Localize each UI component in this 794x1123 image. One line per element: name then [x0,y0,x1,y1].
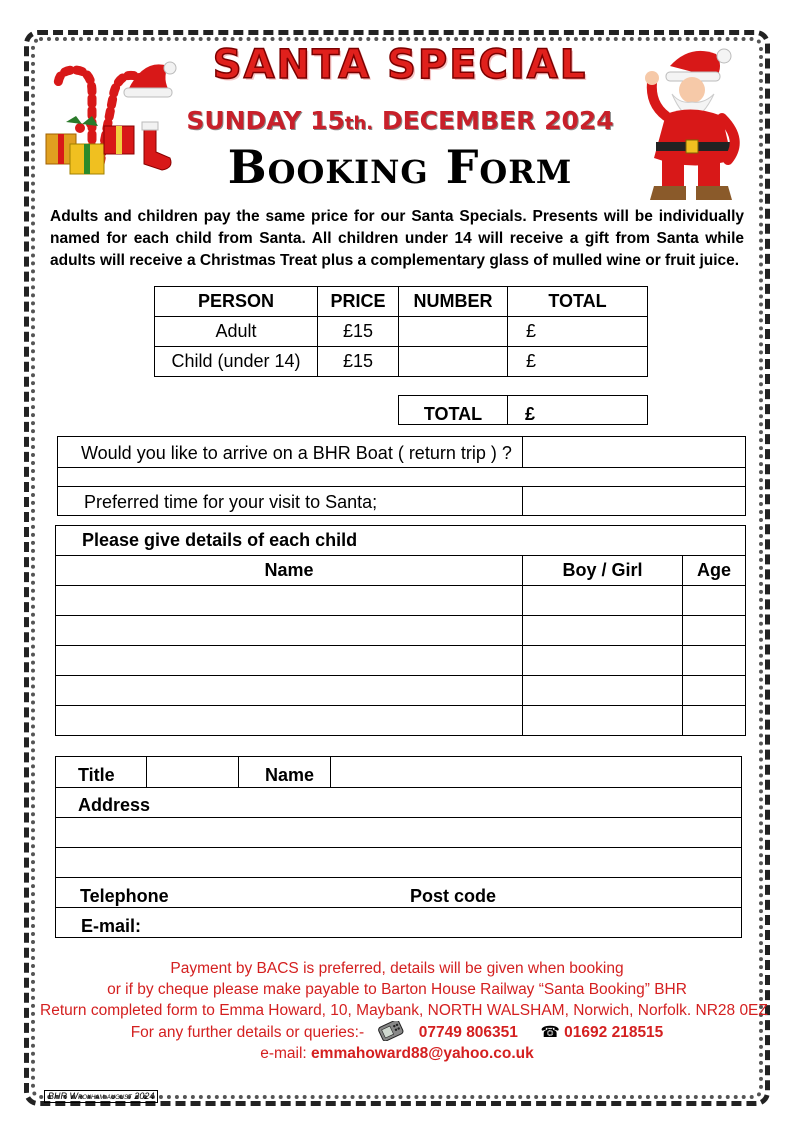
postcode-label: Post code [410,886,497,906]
address-field[interactable] [176,788,740,876]
children-header-row [56,556,746,586]
price-table [154,286,648,377]
mobile-phone-icon [374,1021,408,1041]
time-answer-field[interactable] [524,487,744,515]
event-date-day: SUNDAY 15 [186,106,345,135]
table-row [56,706,746,736]
price-cell: £15 [318,317,399,347]
children-heading: Please give details of each child [56,526,746,556]
telephone-field[interactable] [196,878,396,906]
title-field[interactable] [148,758,236,786]
footer-return-line: Return completed form to Emma Howard, 10, Maybank, NORTH WALSHAM, Norwich, Norfolk. NR28 0EZ [40,1002,768,1019]
price-row-adult [155,317,648,347]
child-gender-field[interactable] [523,616,683,646]
adult-total-field[interactable]: £ [508,317,648,347]
child-name-field[interactable] [56,676,523,706]
footer-contact-line [40,1021,754,1043]
table-row [56,586,746,616]
gift-icon [46,116,134,174]
price-table-header [155,287,648,317]
address-label: Address [78,795,151,815]
table-row [56,676,746,706]
name-label: Name [265,765,315,785]
questions-box [57,436,746,516]
child-age-field[interactable] [683,676,746,706]
grand-total-field[interactable]: £ [525,404,536,424]
child-age-field[interactable] [683,646,746,676]
page-title: SANTA SPECIAL [212,42,588,88]
child-name-field[interactable] [56,586,523,616]
children-table [55,525,746,736]
postcode-field[interactable] [526,878,740,906]
event-date-rest: DECEMBER 2024 [373,106,614,135]
price-row-child [155,347,648,377]
event-date [160,106,640,135]
child-age-field[interactable] [683,586,746,616]
email-field[interactable] [156,908,740,936]
price-cell: £15 [318,347,399,377]
time-question: Preferred time for your visit to Santa; [84,492,378,512]
email-label: E-mail: [81,916,142,936]
grand-total-label: TOTAL [399,396,508,424]
intro-paragraph: Adults and children pay the same price for our Santa Specials. Presents will be individually named for each child from Santa. All children under 14 will receive a gift from Santa while adults will receive a Christmas Treat plus a complementary glass of mulled wine or fruit juice. [50,208,744,269]
child-age-field[interactable] [683,706,746,736]
footer [40,958,768,1064]
mobile-number-link[interactable]: 07749 806351 [418,1024,518,1041]
child-gender-field[interactable] [523,676,683,706]
name-field[interactable] [332,758,740,786]
santa-claus-icon [632,44,748,206]
col-child-name: Name [56,556,523,586]
col-person: PERSON [155,287,318,317]
footer-cheque-line: or if by cheque please make payable to Barton House Railway “Santa Booking” BHR [107,981,687,998]
child-gender-field[interactable] [523,646,683,676]
footer-queries-label: For any further details or queries:- [130,1024,365,1041]
table-row [56,616,746,646]
form-title: Booking Form [227,140,573,194]
table-row [56,646,746,676]
child-gender-field[interactable] [523,586,683,616]
child-number-field[interactable] [399,347,508,377]
col-number: NUMBER [399,287,508,317]
adult-number-field[interactable] [399,317,508,347]
phone-number-link[interactable]: 01692 218515 [564,1024,664,1041]
child-name-field[interactable] [56,646,523,676]
person-cell: Adult [155,317,318,347]
col-total: TOTAL [508,287,648,317]
document-stamp: BHR Wroxham august 2024 [44,1090,158,1103]
email-link[interactable]: emmahoward88@yahoo.co.uk [311,1045,534,1062]
footer-email-label: e-mail: [260,1045,307,1062]
child-total-field[interactable]: £ [508,347,648,377]
child-age-field[interactable] [683,616,746,646]
boat-answer-field[interactable] [524,438,744,466]
col-boy-girl: Boy / Girl [523,556,683,586]
footer-payment-line: Payment by BACS is preferred, details will be given when booking [170,960,624,977]
col-price: PRICE [318,287,399,317]
boat-question: Would you like to arrive on a BHR Boat ( return trip ) ? [81,443,512,463]
title-label: Title [78,765,115,785]
grand-total-box [398,395,648,425]
telephone-icon: ☎ [540,1024,560,1041]
event-date-ordinal: th. [344,113,374,134]
child-name-field[interactable] [56,616,523,646]
footer-email-line [40,1043,754,1064]
child-name-field[interactable] [56,706,523,736]
child-gender-field[interactable] [523,706,683,736]
person-cell: Child (under 14) [155,347,318,377]
col-age: Age [683,556,746,586]
telephone-label: Telephone [80,886,169,906]
contact-details-box [55,756,742,938]
children-heading-row [56,526,746,556]
